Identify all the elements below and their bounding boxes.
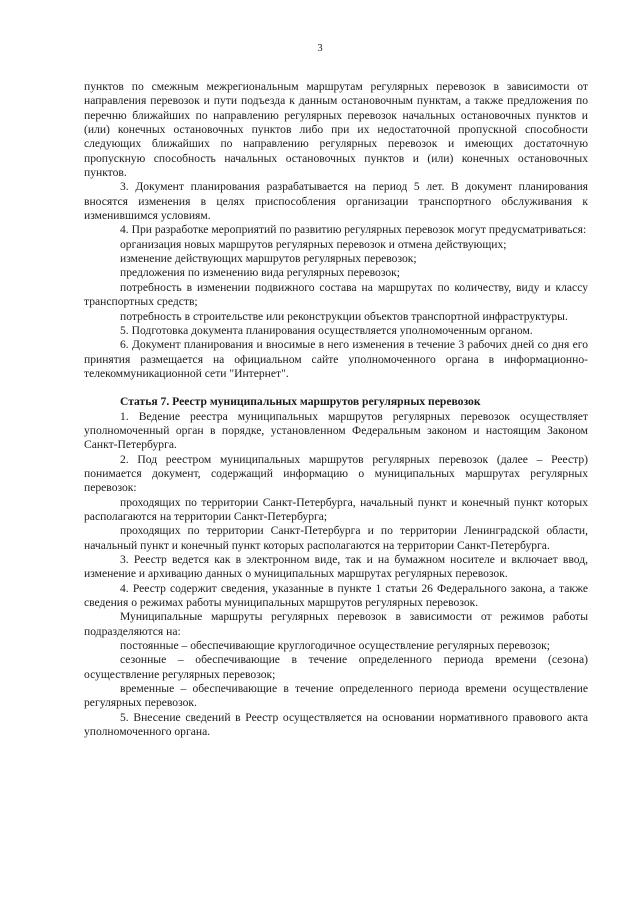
paragraph-measures-intro: 4. При разработке мероприятий по развитию регулярных перевозок могут предусматриваться: [120,223,587,237]
measure-item: изменение действующих маршрутов регулярных перевозок; [120,252,417,266]
document-text [84,80,588,739]
article-7-paragraph-2: 2. Под реестром муниципальных маршрутов регулярных перевозок (далее – Реестр) понимается документ, содержащий информацию о муниципальных маршрутах регулярных перевозок: [84,452,588,495]
measure-item: организация новых маршрутов регулярных перевозок и отмена действующих; [120,237,507,251]
paragraph-publication: 6. Документ планирования и вносимые в него изменения в течение 3 рабочих дней со дня его принятия размещается на официальном сайте уполномоченного органа в информационно-телекоммуникационной сети "Интернет". [84,338,588,380]
measure-item: предложения по изменению вида регулярных перевозок; [120,266,401,280]
route-type-item: проходящих по территории Санкт-Петербурга, начальный пункт и конечный пункт которых располагаются на территории Санкт-Петербурга; [84,495,588,523]
paragraph-planning-period: 3. Документ планирования разрабатывается на период 5 лет. В документ планирования вносятся изменения в целях приспособления организации транспортного обслуживания к изменившимся условиям. [84,180,588,223]
article-7-paragraph-5: 5. Внесение сведений в Реестр осуществляется на основании нормативного правового акта уполномоченного органа. [84,710,588,739]
paragraph-continuation: пунктов по смежным межрегиональным маршрутам регулярных перевозок в зависимости от направления перевозок и пути подъезда к данным остановочным пунктам, а также предложения по перечню ближайших по направлению регулярных перевозок начальных остановочных пунктов и (или) конечных остановочных пунктов либо при их недостаточной пропускной способности следующих ближайших по направлению регулярных перевозок и имеющих достаточную пропускную способность начальных остановочных пунктов и (или) конечных остановочных пунктов. [84,80,588,180]
mode-item: постоянные – обеспечивающие круглогодичное осуществление регулярных перевозок; [120,639,550,653]
article-7-paragraph-4: 4. Реестр содержит сведения, указанные в пункте 1 статьи 26 Федерального закона, а также сведения о режимах работы муниципальных маршрутов регулярных перевозок. [84,581,588,610]
measure-item: потребность в строительстве или реконструкции объектов транспортной инфраструктуры. [120,309,568,323]
article-7-modes-intro: Муниципальные маршруты регулярных перевозок в зависимости от режимов работы подразделяются на: [84,610,588,638]
section-spacer [84,381,588,395]
mode-item: сезонные – обеспечивающие в течение определенного периода времени (сезона) осуществление регулярных перевозок; [84,653,588,681]
paragraph-preparation: 5. Подготовка документа планирования осуществляется уполномоченным органом. [120,323,533,337]
article-7-heading: Статья 7. Реестр муниципальных маршрутов регулярных перевозок [120,395,481,409]
article-7-paragraph-3: 3. Реестр ведется как в электронном виде, так и на бумажном носителе и включает ввод, изменение и архивацию данных о муниципальных маршрутах регулярных перевозок. [84,553,588,581]
mode-item: временные – обеспечивающие в течение определенного периода времени осуществление регулярных перевозок. [84,682,588,710]
measure-item: потребность в изменении подвижного состава на маршрутах по количеству, виду и классу транспортных средств; [84,280,588,309]
route-type-item: проходящих по территории Санкт-Петербурга и по территории Ленинградской области, начальный пункт и конечный пункт которых располагаются на территории Санкт-Петербурга. [84,524,588,552]
page-number: 3 [317,43,323,54]
article-7-paragraph-1: 1. Ведение реестра муниципальных маршрутов регулярных перевозок осуществляет уполномоченный орган в порядке, установленном Федеральным законом и настоящим Законом Санкт-Петербурга. [84,409,588,452]
